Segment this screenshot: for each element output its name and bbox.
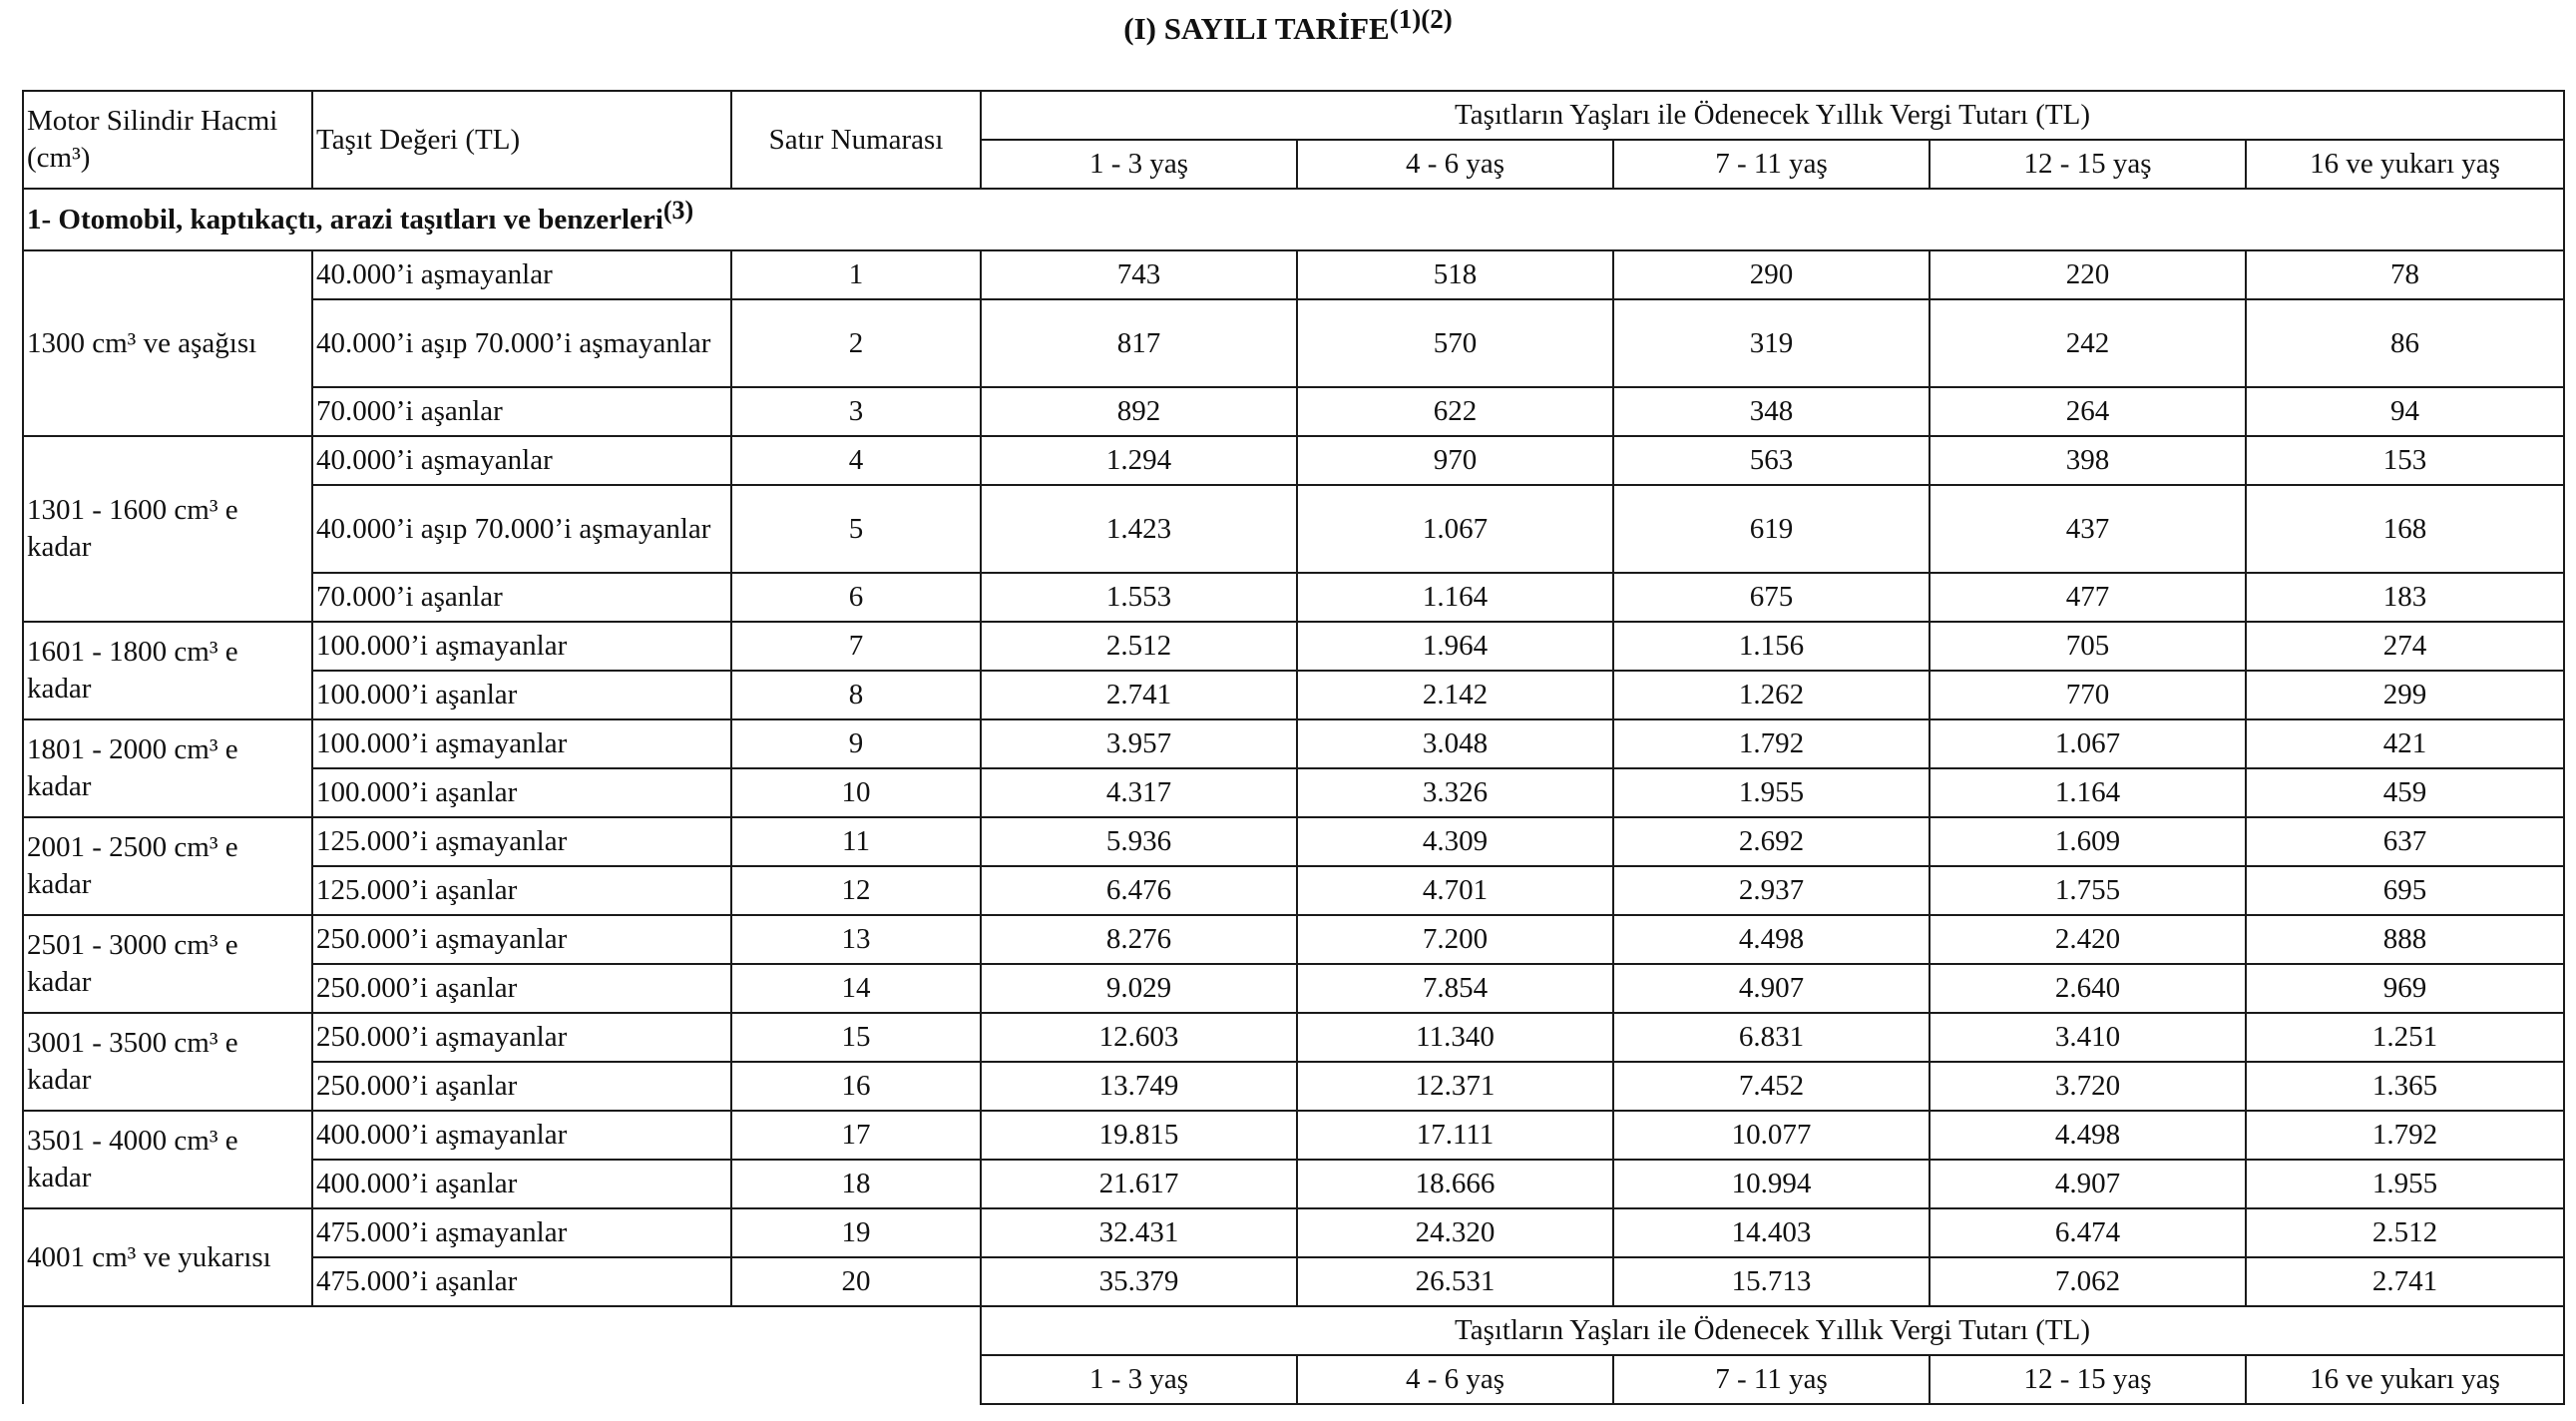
tax-amount-cell: 695 — [2246, 866, 2564, 915]
vehicle-value-cell: 250.000’i aşanlar — [312, 964, 731, 1013]
table-row — [23, 299, 2564, 387]
tax-amount-cell: 2.512 — [981, 622, 1297, 671]
tax-amount-cell: 12.371 — [1297, 1062, 1613, 1111]
tax-amount-cell: 220 — [1930, 250, 2246, 299]
tax-amount-cell: 8.276 — [981, 915, 1297, 964]
engine-volume-cell: 1300 cm³ ve aşağısı — [23, 250, 312, 436]
header-age-2: 4 - 6 yaş — [1297, 140, 1613, 189]
row-number-cell: 6 — [731, 573, 981, 622]
section-heading — [23, 189, 2564, 250]
footer-age-4: 12 - 15 yaş — [1930, 1355, 2246, 1404]
tax-amount-cell: 17.111 — [1297, 1111, 1613, 1160]
row-number-cell: 11 — [731, 817, 981, 866]
table-row — [23, 719, 2564, 768]
table-row — [23, 964, 2564, 1013]
table-row — [23, 250, 2564, 299]
tax-amount-cell: 86 — [2246, 299, 2564, 387]
tax-amount-cell: 18.666 — [1297, 1160, 1613, 1208]
row-number-cell: 3 — [731, 387, 981, 436]
tax-amount-cell: 2.420 — [1930, 915, 2246, 964]
table-row — [23, 1111, 2564, 1160]
table-footer — [23, 1306, 2564, 1404]
header-row-1 — [23, 91, 2564, 140]
tax-amount-cell: 3.326 — [1297, 768, 1613, 817]
tax-amount-cell: 437 — [1930, 485, 2246, 573]
footer-header-row-1 — [23, 1306, 2564, 1355]
row-number-cell: 1 — [731, 250, 981, 299]
row-number-cell: 14 — [731, 964, 981, 1013]
tax-amount-cell: 9.029 — [981, 964, 1297, 1013]
row-number-cell: 4 — [731, 436, 981, 485]
tax-amount-cell: 4.498 — [1613, 915, 1930, 964]
tax-amount-cell: 32.431 — [981, 1208, 1297, 1257]
tax-amount-cell: 78 — [2246, 250, 2564, 299]
vehicle-value-cell: 125.000’i aşanlar — [312, 866, 731, 915]
tax-amount-cell: 637 — [2246, 817, 2564, 866]
row-number-cell: 5 — [731, 485, 981, 573]
engine-volume-cell: 2501 - 3000 cm³ e kadar — [23, 915, 312, 1013]
table-row — [23, 768, 2564, 817]
row-number-cell: 16 — [731, 1062, 981, 1111]
tax-amount-cell: 2.741 — [2246, 1257, 2564, 1306]
header-age-3: 7 - 11 yaş — [1613, 140, 1930, 189]
tax-amount-cell: 153 — [2246, 436, 2564, 485]
vehicle-value-cell: 40.000’i aşmayanlar — [312, 436, 731, 485]
tax-amount-cell: 319 — [1613, 299, 1930, 387]
tax-amount-cell: 2.692 — [1613, 817, 1930, 866]
vehicle-value-cell: 250.000’i aşmayanlar — [312, 915, 731, 964]
tax-amount-cell: 15.713 — [1613, 1257, 1930, 1306]
tax-amount-cell: 817 — [981, 299, 1297, 387]
tax-amount-cell: 4.907 — [1613, 964, 1930, 1013]
row-number-cell: 9 — [731, 719, 981, 768]
tax-amount-cell: 14.403 — [1613, 1208, 1930, 1257]
tax-amount-cell: 619 — [1613, 485, 1930, 573]
vehicle-value-cell: 40.000’i aşmayanlar — [312, 250, 731, 299]
tax-amount-cell: 10.994 — [1613, 1160, 1930, 1208]
table-row — [23, 622, 2564, 671]
tax-amount-cell: 299 — [2246, 671, 2564, 719]
footer-age-1: 1 - 3 yaş — [981, 1355, 1297, 1404]
tax-amount-cell: 1.156 — [1613, 622, 1930, 671]
tax-amount-cell: 19.815 — [981, 1111, 1297, 1160]
tax-amount-cell: 518 — [1297, 250, 1613, 299]
tax-amount-cell: 4.317 — [981, 768, 1297, 817]
row-number-cell: 7 — [731, 622, 981, 671]
vehicle-value-cell: 70.000’i aşanlar — [312, 387, 731, 436]
tax-amount-cell: 21.617 — [981, 1160, 1297, 1208]
vehicle-value-cell: 475.000’i aşanlar — [312, 1257, 731, 1306]
tax-amount-cell: 1.955 — [1613, 768, 1930, 817]
tax-amount-cell: 1.067 — [1930, 719, 2246, 768]
tax-amount-cell: 622 — [1297, 387, 1613, 436]
vehicle-value-cell: 40.000’i aşıp 70.000’i aşmayanlar — [312, 299, 731, 387]
tax-amount-cell: 563 — [1613, 436, 1930, 485]
footer-age-5: 16 ve yukarı yaş — [2246, 1355, 2564, 1404]
vehicle-value-cell: 250.000’i aşanlar — [312, 1062, 731, 1111]
tax-amount-cell: 2.142 — [1297, 671, 1613, 719]
vehicle-value-cell: 70.000’i aşanlar — [312, 573, 731, 622]
tax-amount-cell: 1.164 — [1297, 573, 1613, 622]
tax-amount-cell: 12.603 — [981, 1013, 1297, 1062]
tax-amount-cell: 4.309 — [1297, 817, 1613, 866]
tax-amount-cell: 348 — [1613, 387, 1930, 436]
row-number-cell: 2 — [731, 299, 981, 387]
engine-volume-cell: 3501 - 4000 cm³ e kadar — [23, 1111, 312, 1208]
tax-amount-cell: 1.755 — [1930, 866, 2246, 915]
table-row — [23, 387, 2564, 436]
table-row — [23, 1208, 2564, 1257]
tax-amount-cell: 970 — [1297, 436, 1613, 485]
vehicle-value-cell: 100.000’i aşanlar — [312, 671, 731, 719]
tax-amount-cell: 2.937 — [1613, 866, 1930, 915]
tax-amount-cell: 1.365 — [2246, 1062, 2564, 1111]
engine-volume-cell: 1601 - 1800 cm³ e kadar — [23, 622, 312, 719]
tax-amount-cell: 1.262 — [1613, 671, 1930, 719]
title-text: (I) SAYILI TARİFE — [1123, 11, 1390, 46]
page-title — [0, 0, 2576, 54]
vehicle-value-cell: 125.000’i aşmayanlar — [312, 817, 731, 866]
tax-amount-cell: 7.452 — [1613, 1062, 1930, 1111]
tax-amount-cell: 3.410 — [1930, 1013, 2246, 1062]
tax-amount-cell: 6.476 — [981, 866, 1297, 915]
engine-volume-cell: 1801 - 2000 cm³ e kadar — [23, 719, 312, 817]
tax-amount-cell: 1.164 — [1930, 768, 2246, 817]
tariff-table — [22, 90, 2565, 1405]
tax-amount-cell: 570 — [1297, 299, 1613, 387]
tax-amount-cell: 24.320 — [1297, 1208, 1613, 1257]
tax-amount-cell: 743 — [981, 250, 1297, 299]
footer-age-3: 7 - 11 yaş — [1613, 1355, 1930, 1404]
row-number-cell: 19 — [731, 1208, 981, 1257]
row-number-cell: 12 — [731, 866, 981, 915]
tax-amount-cell: 7.854 — [1297, 964, 1613, 1013]
footer-age-2: 4 - 6 yaş — [1297, 1355, 1613, 1404]
row-number-cell: 8 — [731, 671, 981, 719]
table-row — [23, 1013, 2564, 1062]
tax-amount-cell: 242 — [1930, 299, 2246, 387]
tax-amount-cell: 2.512 — [2246, 1208, 2564, 1257]
tax-amount-cell: 2.741 — [981, 671, 1297, 719]
title-footnote: (1)(2) — [1389, 4, 1453, 34]
header-row-number: Satır Numarası — [731, 91, 981, 189]
tax-amount-cell: 3.720 — [1930, 1062, 2246, 1111]
engine-volume-cell: 2001 - 2500 cm³ e kadar — [23, 817, 312, 915]
engine-volume-cell: 3001 - 3500 cm³ e kadar — [23, 1013, 312, 1111]
table-row — [23, 573, 2564, 622]
header-vehicle-value: Taşıt Değeri (TL) — [312, 91, 731, 189]
tax-amount-cell: 4.701 — [1297, 866, 1613, 915]
tax-amount-cell: 6.831 — [1613, 1013, 1930, 1062]
tax-amount-cell: 13.749 — [981, 1062, 1297, 1111]
tax-amount-cell: 3.048 — [1297, 719, 1613, 768]
tax-amount-cell: 705 — [1930, 622, 2246, 671]
tax-amount-cell: 1.964 — [1297, 622, 1613, 671]
header-age-group: Taşıtların Yaşları ile Ödenecek Yıllık Vergi Tutarı (TL) — [981, 91, 2564, 140]
tax-amount-cell: 2.640 — [1930, 964, 2246, 1013]
tax-amount-cell: 274 — [2246, 622, 2564, 671]
row-number-cell: 17 — [731, 1111, 981, 1160]
tax-amount-cell: 477 — [1930, 573, 2246, 622]
tax-amount-cell: 10.077 — [1613, 1111, 1930, 1160]
header-age-4: 12 - 15 yaş — [1930, 140, 2246, 189]
tax-amount-cell: 7.062 — [1930, 1257, 2246, 1306]
table-row — [23, 1062, 2564, 1111]
vehicle-value-cell: 250.000’i aşmayanlar — [312, 1013, 731, 1062]
table-body — [23, 91, 2564, 1306]
tax-amount-cell: 892 — [981, 387, 1297, 436]
footer-blank-cell — [23, 1306, 981, 1404]
tax-amount-cell: 35.379 — [981, 1257, 1297, 1306]
table-row — [23, 1257, 2564, 1306]
table-row — [23, 1160, 2564, 1208]
section-row — [23, 189, 2564, 250]
tax-amount-cell: 1.792 — [2246, 1111, 2564, 1160]
tax-amount-cell: 1.423 — [981, 485, 1297, 573]
table-row — [23, 915, 2564, 964]
tax-amount-cell: 94 — [2246, 387, 2564, 436]
header-age-1: 1 - 3 yaş — [981, 140, 1297, 189]
tax-amount-cell: 183 — [2246, 573, 2564, 622]
tax-amount-cell: 3.957 — [981, 719, 1297, 768]
vehicle-value-cell: 475.000’i aşmayanlar — [312, 1208, 731, 1257]
tax-amount-cell: 4.498 — [1930, 1111, 2246, 1160]
header-engine-volume: Motor Silindir Hacmi (cm³) — [23, 91, 312, 189]
tax-amount-cell: 290 — [1613, 250, 1930, 299]
tax-amount-cell: 1.294 — [981, 436, 1297, 485]
tax-amount-cell: 1.792 — [1613, 719, 1930, 768]
tax-amount-cell: 1.955 — [2246, 1160, 2564, 1208]
tax-amount-cell: 459 — [2246, 768, 2564, 817]
vehicle-value-cell: 100.000’i aşmayanlar — [312, 622, 731, 671]
tax-amount-cell: 1.609 — [1930, 817, 2246, 866]
tax-amount-cell: 6.474 — [1930, 1208, 2246, 1257]
tax-amount-cell: 398 — [1930, 436, 2246, 485]
vehicle-value-cell: 40.000’i aşıp 70.000’i aşmayanlar — [312, 485, 731, 573]
tax-amount-cell: 4.907 — [1930, 1160, 2246, 1208]
tax-amount-cell: 26.531 — [1297, 1257, 1613, 1306]
footer-age-group: Taşıtların Yaşları ile Ödenecek Yıllık Vergi Tutarı (TL) — [981, 1306, 2564, 1355]
tax-amount-cell: 5.936 — [981, 817, 1297, 866]
tax-amount-cell: 770 — [1930, 671, 2246, 719]
tax-amount-cell: 7.200 — [1297, 915, 1613, 964]
header-age-5: 16 ve yukarı yaş — [2246, 140, 2564, 189]
engine-volume-cell: 1301 - 1600 cm³ e kadar — [23, 436, 312, 622]
section-label: 1- Otomobil, kaptıkaçtı, arazi taşıtları ve benzerleri — [27, 204, 663, 236]
row-number-cell: 10 — [731, 768, 981, 817]
table-row — [23, 671, 2564, 719]
tax-amount-cell: 168 — [2246, 485, 2564, 573]
section-footnote: (3) — [662, 196, 694, 225]
row-number-cell: 13 — [731, 915, 981, 964]
vehicle-value-cell: 100.000’i aşmayanlar — [312, 719, 731, 768]
tax-amount-cell: 675 — [1613, 573, 1930, 622]
vehicle-value-cell: 400.000’i aşanlar — [312, 1160, 731, 1208]
tax-amount-cell: 1.553 — [981, 573, 1297, 622]
tax-amount-cell: 421 — [2246, 719, 2564, 768]
row-number-cell: 18 — [731, 1160, 981, 1208]
tax-amount-cell: 969 — [2246, 964, 2564, 1013]
vehicle-value-cell: 100.000’i aşanlar — [312, 768, 731, 817]
table-row — [23, 866, 2564, 915]
tax-amount-cell: 1.251 — [2246, 1013, 2564, 1062]
tax-amount-cell: 264 — [1930, 387, 2246, 436]
tax-amount-cell: 11.340 — [1297, 1013, 1613, 1062]
vehicle-value-cell: 400.000’i aşmayanlar — [312, 1111, 731, 1160]
table-row — [23, 817, 2564, 866]
row-number-cell: 15 — [731, 1013, 981, 1062]
table-row — [23, 485, 2564, 573]
table-row — [23, 436, 2564, 485]
row-number-cell: 20 — [731, 1257, 981, 1306]
engine-volume-cell: 4001 cm³ ve yukarısı — [23, 1208, 312, 1306]
tax-amount-cell: 1.067 — [1297, 485, 1613, 573]
tax-amount-cell: 888 — [2246, 915, 2564, 964]
